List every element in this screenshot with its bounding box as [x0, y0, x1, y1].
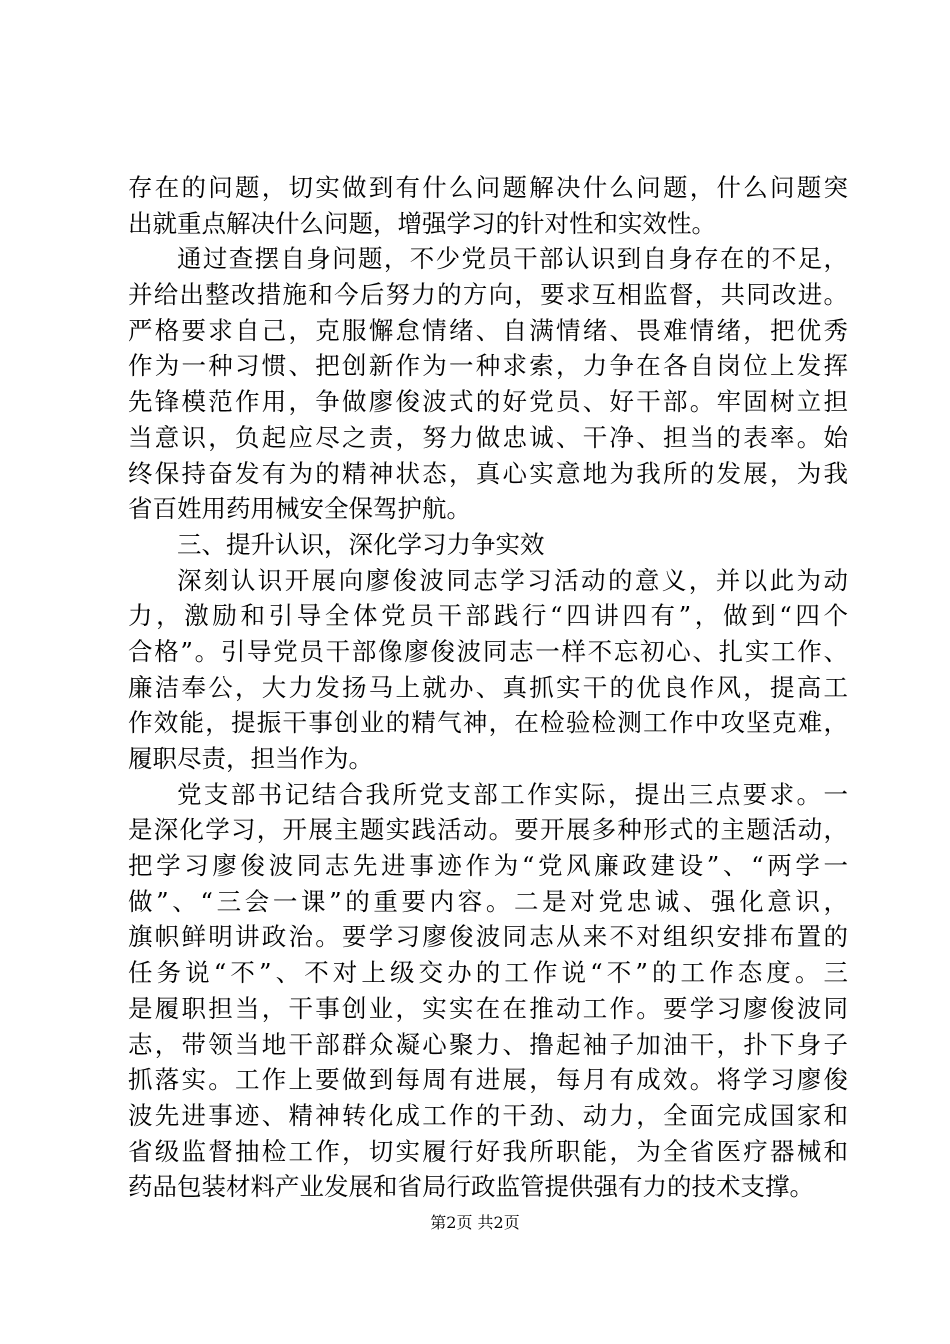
- text-line: 廉洁奉公，大力发扬马上就办、真抓实干的优良作风，提高工: [128, 672, 848, 702]
- text-line: 省级监督抽检工作，切实履行好我所职能，为全省医疗器械和: [128, 1136, 848, 1166]
- text-line: 省百姓用药用械安全保驾护航。: [128, 494, 471, 524]
- text-line: 志，带领当地干部群众凝心聚力、撸起袖子加油干，扑下身子: [128, 1029, 848, 1059]
- text-line: 是履职担当，干事创业，实实在在推动工作。要学习廖俊波同: [128, 993, 848, 1023]
- text-line: 三、提升认识，深化学习力争实效: [177, 529, 545, 559]
- text-line: 存在的问题，切实做到有什么问题解决什么问题，什么问题突: [128, 173, 848, 202]
- text-line: 党支部书记结合我所党支部工作实际，提出三点要求。一: [177, 779, 848, 809]
- text-line: 把学习廖俊波同志先进事迹作为“党风廉政建设”、“两学一: [128, 851, 848, 881]
- text-line: 作为一种习惯、把创新作为一种求索，力争在各自岗位上发挥: [128, 351, 848, 381]
- text-line: 药品包装材料产业发展和省局行政监管提供强有力的技术支撑。: [128, 1172, 814, 1202]
- text-line: 先锋模范作用，争做廖俊波式的好党员、好干部。牢固树立担: [128, 387, 848, 417]
- text-line: 波先进事迹、精神转化成工作的干劲、动力，全面完成国家和: [128, 1100, 848, 1130]
- text-line: 当意识，负起应尽之责，努力做忠诚、干净、担当的表率。始: [128, 422, 848, 452]
- text-line: 任务说“不”、不对上级交办的工作说“不”的工作态度。三: [128, 958, 848, 988]
- text-line: 是深化学习，开展主题实践活动。要开展多种形式的主题活动，: [128, 815, 848, 845]
- text-line: 深刻认识开展向廖俊波同志学习活动的意义，并以此为动: [177, 565, 848, 595]
- text-line: 抓落实。工作上要做到每周有进展，每月有成效。将学习廖俊: [128, 1065, 848, 1095]
- document-body: [128, 170, 848, 1205]
- text-line: 严格要求自己，克服懈怠情绪、自满情绪、畏难情绪，把优秀: [128, 315, 848, 345]
- text-line: 终保持奋发有为的精神状态，真心实意地为我所的发展，为我: [128, 458, 848, 488]
- text-line: 合格”。引导党员干部像廖俊波同志一样不忘初心、扎实工作、: [128, 636, 848, 666]
- text-line: 力，激励和引导全体党员干部践行“四讲四有”，做到“四个: [128, 601, 848, 631]
- page-footer: 第2页 共2页: [430, 1213, 520, 1232]
- text-line: 旗帜鲜明讲政治。要学习廖俊波同志从来不对组织安排布置的: [128, 922, 848, 952]
- text-line: 作效能，提振干事创业的精气神，在检验检测工作中攻坚克难，: [128, 708, 848, 738]
- text-line: 出就重点解决什么问题，增强学习的针对性和实效性。: [128, 208, 716, 238]
- text-line: 履职尽责，担当作为。: [128, 744, 373, 773]
- text-line: 并给出整改措施和今后努力的方向，要求互相监督，共同改进。: [128, 280, 848, 310]
- text-line: 做”、“三会一课”的重要内容。二是对党忠诚、强化意识，: [128, 886, 848, 916]
- text-line: 通过查摆自身问题，不少党员干部认识到自身存在的不足，: [177, 244, 848, 274]
